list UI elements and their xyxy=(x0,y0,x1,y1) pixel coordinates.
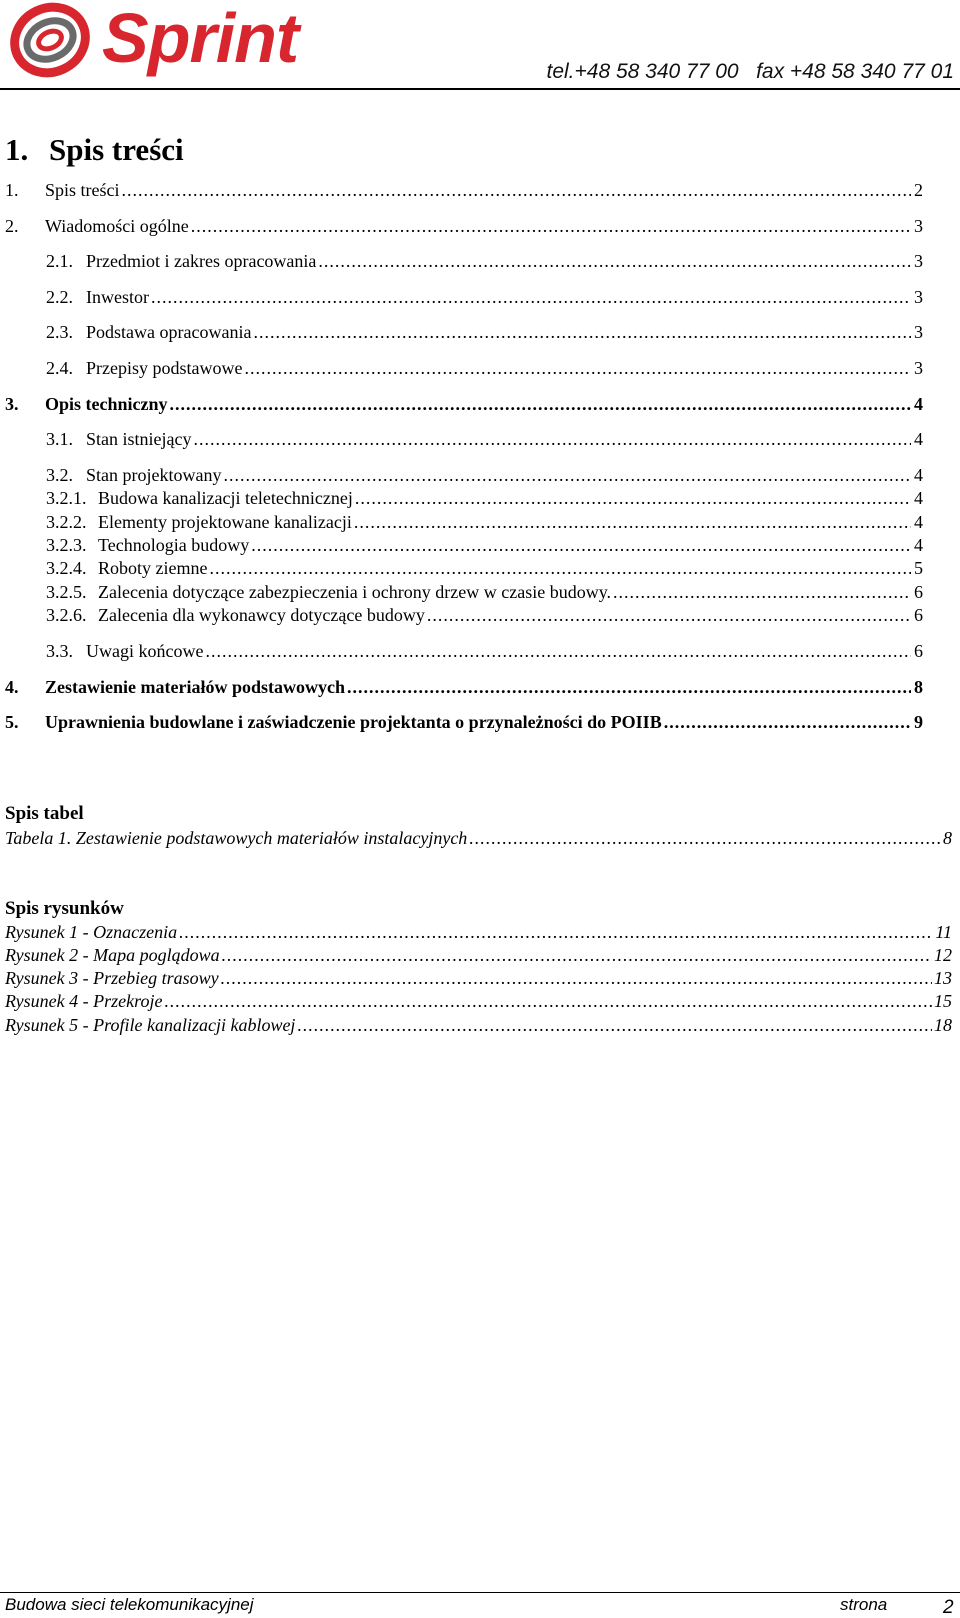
toc-entry-page: 4 xyxy=(914,488,923,508)
toc-entry-number: 3.2.6. xyxy=(46,605,87,625)
toc-entry-number: 2.2. xyxy=(46,287,73,307)
figure-list-entry-page: 18 xyxy=(934,1015,952,1035)
toc-entry-title: Technologia budowy xyxy=(98,535,250,555)
toc-dot-leader xyxy=(193,428,911,450)
toc-heading-number: 1. xyxy=(5,132,29,167)
toc-entry-page: 2 xyxy=(914,180,923,200)
footer-document-title: Budowa sieci telekomunikacyjnej xyxy=(5,1595,254,1614)
toc-entry[interactable] xyxy=(5,179,923,201)
toc-dot-leader xyxy=(223,464,911,486)
toc-entry-title: Stan projektowany xyxy=(86,465,222,485)
logo-text: Sprint xyxy=(102,0,299,77)
toc-entry-page: 3 xyxy=(914,251,923,271)
toc-entry-title: Roboty ziemne xyxy=(98,558,208,578)
toc-entry[interactable] xyxy=(5,215,923,237)
figure-list-entry[interactable] xyxy=(5,990,952,1012)
figure-list-dot-leader xyxy=(179,921,933,943)
toc-entry-page: 6 xyxy=(914,641,923,661)
figure-list-entry-page: 11 xyxy=(935,922,952,942)
toc-entry-number: 3.2.3. xyxy=(46,535,87,555)
toc-dot-leader xyxy=(318,250,911,272)
figures-list-heading: Spis rysunków xyxy=(5,898,124,919)
toc-entry-title: Spis treści xyxy=(45,180,120,200)
figure-list-entry[interactable] xyxy=(5,1014,952,1036)
toc-entry-page: 6 xyxy=(914,582,923,602)
toc-entry-page: 4 xyxy=(914,429,923,449)
toc-entry[interactable] xyxy=(46,581,923,603)
toc-dot-leader xyxy=(427,604,911,626)
toc-entry[interactable] xyxy=(5,711,923,733)
toc-entry-title: Budowa kanalizacji teletechnicznej xyxy=(98,488,353,508)
toc-entry-number: 3.1. xyxy=(46,429,73,449)
toc-entry-title: Inwestor xyxy=(86,287,149,307)
toc-entry-number: 3.2.5. xyxy=(46,582,87,602)
toc-dot-leader xyxy=(209,557,911,579)
figure-list-entry-title: Rysunek 1 - Oznaczenia xyxy=(5,922,178,942)
toc-entry-title: Stan istniejący xyxy=(86,429,192,449)
toc-entry-title: Zalecenia dotyczące zabezpieczenia i ochrony drzew w czasie budowy. xyxy=(98,582,612,602)
toc-entry-page: 6 xyxy=(914,605,923,625)
toc-entry[interactable] xyxy=(46,511,923,533)
table-list-entry-page: 8 xyxy=(943,828,952,848)
toc-entry-number: 3.2. xyxy=(46,465,73,485)
toc-entry-number: 3.2.4. xyxy=(46,558,87,578)
page-header xyxy=(0,0,960,92)
toc-entry-page: 3 xyxy=(914,216,923,236)
figure-list-entry[interactable] xyxy=(5,944,952,966)
toc-dot-leader xyxy=(664,711,911,733)
header-divider xyxy=(0,88,960,90)
toc-dot-leader xyxy=(170,393,911,415)
toc-entry-page: 4 xyxy=(914,535,923,555)
toc-entry[interactable] xyxy=(46,321,923,343)
toc-dot-leader xyxy=(244,357,911,379)
toc-dot-leader xyxy=(205,640,911,662)
toc-entry-title: Przedmiot i zakres opracowania xyxy=(86,251,317,271)
logo-swirl-icon xyxy=(6,0,102,86)
toc-dot-leader xyxy=(354,511,911,533)
figure-list-entry-title: Rysunek 3 - Przebieg trasowy xyxy=(5,968,219,988)
toc-entry[interactable] xyxy=(46,464,923,486)
toc-dot-leader xyxy=(355,487,911,509)
toc-entry[interactable] xyxy=(46,604,923,626)
toc-entry[interactable] xyxy=(46,487,923,509)
figure-list-dot-leader xyxy=(222,944,932,966)
toc-entry-number: 2.4. xyxy=(46,358,73,378)
toc-entry[interactable] xyxy=(46,557,923,579)
toc-dot-leader xyxy=(122,179,912,201)
toc-entry-title: Opis techniczny xyxy=(45,394,168,414)
toc-entry-title: Uwagi końcowe xyxy=(86,641,204,661)
toc-dot-leader xyxy=(347,676,911,698)
toc-entry[interactable] xyxy=(46,534,923,556)
toc-entry-title: Zalecenia dla wykonawcy dotyczące budowy xyxy=(98,605,425,625)
table-list-entry-title: Tabela 1. Zestawienie podstawowych materiałów instalacyjnych xyxy=(5,828,468,848)
toc-entry[interactable] xyxy=(5,393,923,415)
figure-list-dot-leader xyxy=(297,1014,932,1036)
sprint-logo xyxy=(6,0,306,86)
toc-entry-number: 5. xyxy=(5,712,19,732)
toc-heading-text: Spis treści xyxy=(49,132,184,167)
toc-entry-title: Wiadomości ogólne xyxy=(45,216,189,236)
toc-dot-leader xyxy=(253,321,911,343)
toc-entry-title: Zestawienie materiałów podstawowych xyxy=(45,677,345,697)
toc-entry[interactable] xyxy=(46,250,923,272)
toc-entry-page: 9 xyxy=(914,712,923,732)
toc-entry-page: 3 xyxy=(914,322,923,342)
contact-info: tel.+48 58 340 77 00 fax +48 58 340 77 01 xyxy=(546,60,954,83)
toc-entry-number: 1. xyxy=(5,180,19,200)
toc-entry[interactable] xyxy=(46,286,923,308)
figure-list-entry-title: Rysunek 5 - Profile kanalizacji kablowej xyxy=(5,1015,296,1035)
toc-dot-leader xyxy=(151,286,911,308)
toc-entry[interactable] xyxy=(46,357,923,379)
figure-list-dot-leader xyxy=(221,967,932,989)
toc-entry-title: Elementy projektowane kanalizacji xyxy=(98,512,352,532)
toc-heading xyxy=(5,132,184,168)
figure-list-entry-title: Rysunek 4 - Przekroje xyxy=(5,991,163,1011)
toc-entry-page: 8 xyxy=(914,677,923,697)
footer-page-label: strona xyxy=(840,1595,888,1614)
toc-entry-number: 2.3. xyxy=(46,322,73,342)
toc-entry-page: 4 xyxy=(914,394,923,414)
toc-dot-leader xyxy=(613,581,911,603)
table-list-dot-leader xyxy=(469,827,940,849)
toc-entry-number: 2. xyxy=(5,216,19,236)
figure-list-entry-page: 12 xyxy=(934,945,952,965)
toc-entry[interactable] xyxy=(5,676,923,698)
toc-entry-page: 3 xyxy=(914,358,923,378)
figure-list-dot-leader xyxy=(164,990,932,1012)
footer-divider xyxy=(0,1592,960,1593)
toc-entry-number: 4. xyxy=(5,677,19,697)
figure-list-entry-title: Rysunek 2 - Mapa poglądowa xyxy=(5,945,220,965)
toc-entry-page: 4 xyxy=(914,512,923,532)
toc-entry-number: 3.2.2. xyxy=(46,512,87,532)
toc-dot-leader xyxy=(191,215,911,237)
figure-list-entry[interactable] xyxy=(5,967,952,989)
toc-entry-page: 3 xyxy=(914,287,923,307)
toc-entry-number: 2.1. xyxy=(46,251,73,271)
figure-list-entry-page: 13 xyxy=(934,968,952,988)
toc-entry-number: 3.3. xyxy=(46,641,73,661)
toc-entry-title: Uprawnienia budowlane i zaświadczenie projektanta o przynależności do POIIB xyxy=(45,712,662,732)
toc-entry-number: 3. xyxy=(5,394,19,414)
figure-list-entry[interactable] xyxy=(5,921,952,943)
footer-page-number: 2 xyxy=(943,1597,954,1618)
toc-entry-page: 4 xyxy=(914,465,923,485)
toc-entry-title: Podstawa opracowania xyxy=(86,322,252,342)
toc-entry-title: Przepisy podstawowe xyxy=(86,358,243,378)
toc-entry[interactable] xyxy=(46,640,923,662)
toc-entry-page: 5 xyxy=(914,558,923,578)
toc-dot-leader xyxy=(251,534,911,556)
toc-entry[interactable] xyxy=(46,428,923,450)
tables-list-heading: Spis tabel xyxy=(5,803,84,824)
figure-list-entry-page: 15 xyxy=(934,991,952,1011)
toc-entry-number: 3.2.1. xyxy=(46,488,87,508)
table-list-entry[interactable] xyxy=(5,827,952,849)
